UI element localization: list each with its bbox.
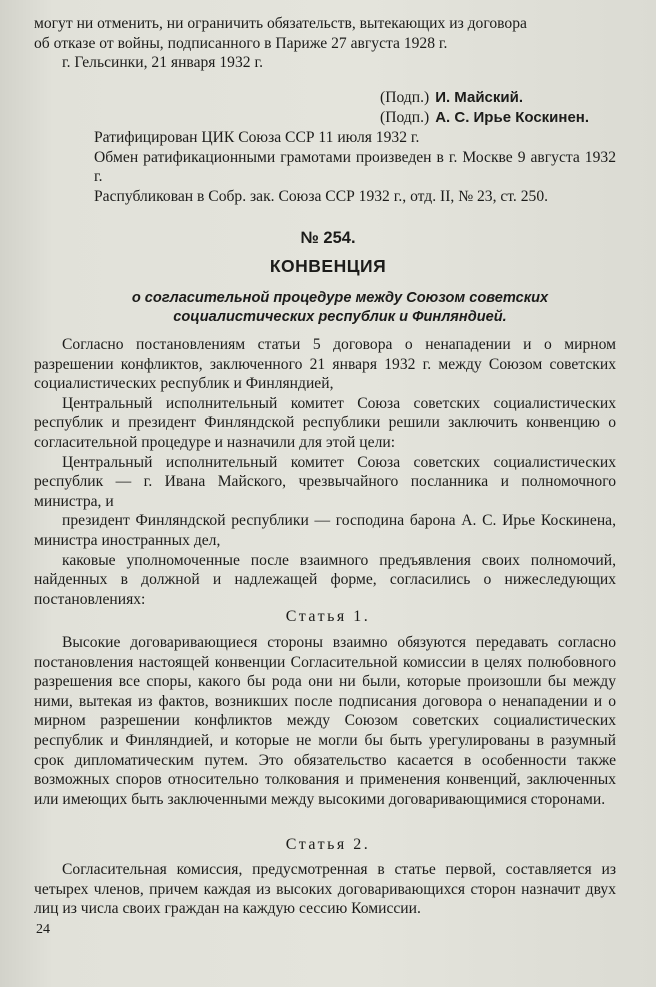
document-number: № 254.	[300, 229, 356, 247]
preamble-paragraph: Центральный исполнительный комитет Союза советских социалистических республик — г. Ивана Майского, чрезвычайного посланника и полномочного министра, и	[34, 453, 616, 510]
signature-prefix: (Подп.)	[380, 89, 430, 106]
article-body	[34, 860, 616, 919]
article-heading: Статья 2.	[285, 836, 371, 853]
article-body	[34, 633, 616, 809]
published-note: Распубликован в Собр. зак. Союза ССР 1932 г., отд. II, № 23, ст. 250.	[94, 187, 549, 205]
preamble-paragraph: Согласно постановлениям статьи 5 договора о ненападении и о мирном разрешении конфликтов, заключенного 21 января 1932 г. между Союзом советских социалистических республик и Финляндией,	[34, 336, 616, 393]
text-line: могут ни отменить, ни ограничить обязательств, вытекающих из договора	[34, 15, 527, 32]
preamble	[34, 335, 616, 609]
page-number: 24	[36, 922, 50, 937]
preamble-paragraph: президент Финляндской республики — господина барона А. С. Ирье Коскинена, министра иностранных дел,	[34, 512, 616, 549]
text-line: об отказе от войны, подписанного в Париже 27 августа 1928 г.	[34, 34, 448, 52]
continued-text	[34, 14, 616, 73]
ratification-notes	[94, 128, 616, 206]
signature-name: А. С. Ирье Коскинен.	[435, 108, 590, 126]
article-text: Согласительная комиссия, предусмотренная в статье первой, составляется из четырех членов, причем каждая из высоких договаривающихся сторон назначит двух лиц из числа своих граждан на каждую сессию Комиссии.	[34, 861, 616, 918]
place-date: г. Гельсинки, 21 января 1932 г.	[62, 54, 263, 72]
signatures	[380, 88, 589, 127]
preamble-paragraph: Центральный исполнительный комитет Союза советских социалистических республик и президент Финляндской республики решили заключить конвенцию о согласительной процедуре и назначили для этой цели:	[34, 394, 616, 451]
signature-name: И. Майский.	[435, 89, 524, 106]
document-subtitle: о согласительной процедуре между Союзом советских социалистических республик и Финляндией.	[131, 290, 549, 325]
article-heading: Статья 1.	[285, 608, 371, 625]
document-title: КОНВЕНЦИЯ	[269, 256, 387, 276]
signature-line	[380, 88, 589, 108]
ratified-note: Ратифицирован ЦИК Союза ССР 11 июля 1932 г.	[94, 129, 420, 146]
article-text: Высокие договаривающиеся стороны взаимно обязуются передавать согласно постановления настоящей конвенции Согласительной комиссии в целях полюбовного разрешения все споры, какого бы рода они ни были, которые произошли бы между ними, вытекая из фактов, возникших после подписания договора о ненападении и о мирном разрешении конфликтов между Союзом советских социалистических республик и Финляндией, и которые не могли бы быть урегулированы в разумный срок дипломатическим путем. Это обязательство касается в особенности также возможных споров относительно толкования и применения конвенций, заключенных или имеющих быть заключенными между высокими договаривающимися сторонами.	[34, 634, 616, 808]
preamble-paragraph: каковые уполномоченные после взаимного предъявления своих полномочий, найденных в должной и надлежащей форме, согласились о нижеследующих постановлениях:	[34, 551, 616, 608]
signature-line	[380, 108, 589, 128]
signature-prefix: (Подп.)	[380, 108, 430, 126]
exchange-note: Обмен ратификационными грамотами произведен в г. Москве 9 августа 1932 г.	[94, 148, 616, 186]
